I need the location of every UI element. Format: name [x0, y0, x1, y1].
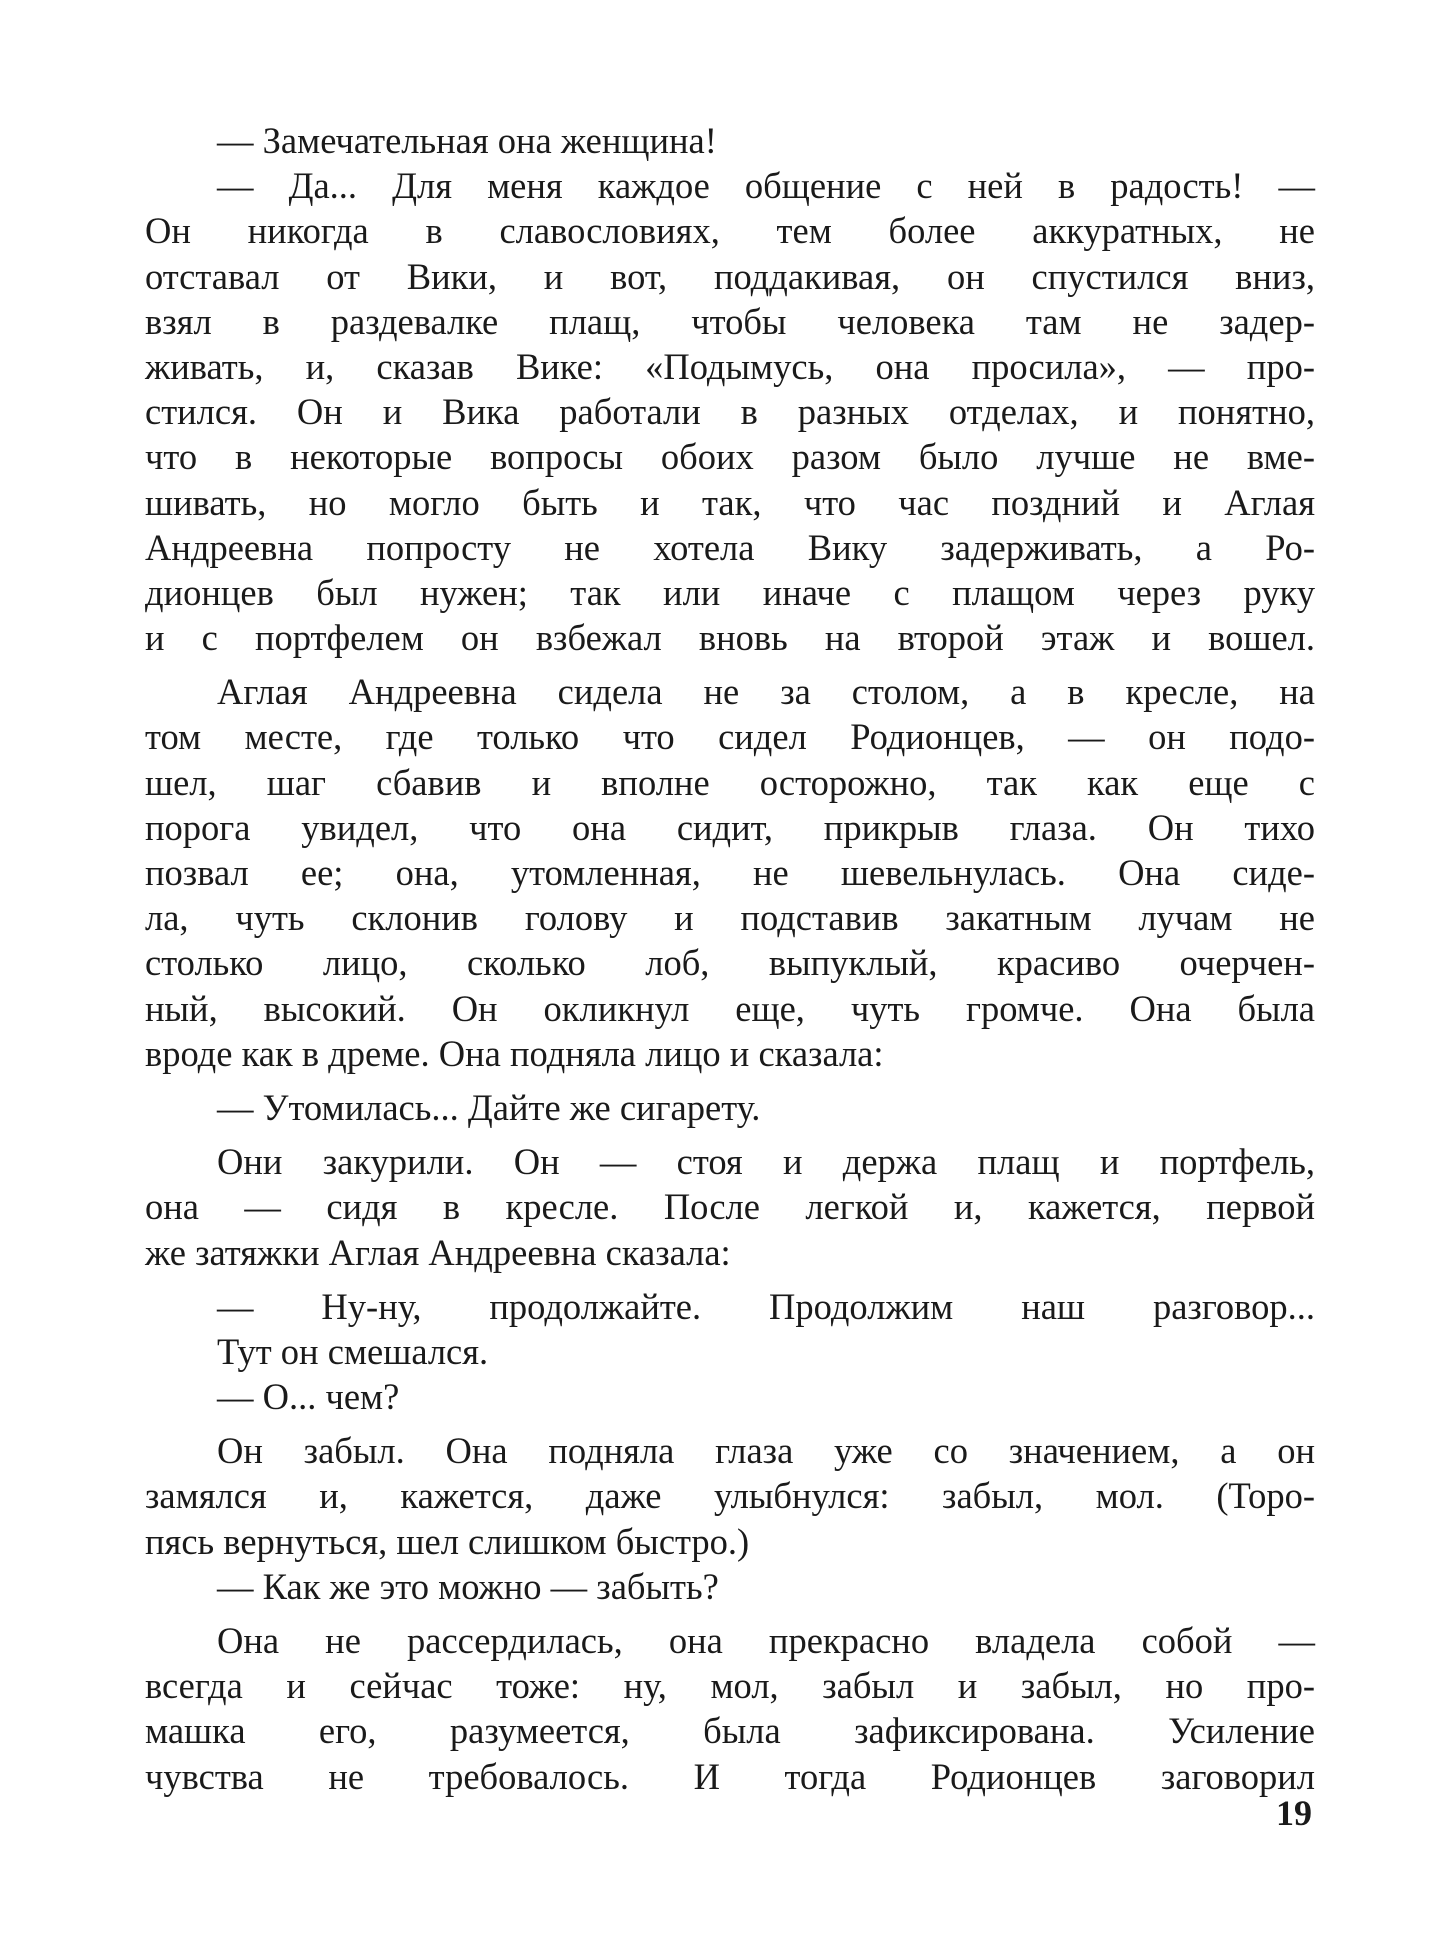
text-line: же затяжки Аглая Андреевна сказала: — [145, 1231, 731, 1273]
text-line: Андреевна попросту не хотела Вику задерживать, а Ро- — [145, 526, 1315, 568]
text-line: и с портфелем он взбежал вновь на второй этаж и вошел. — [145, 617, 1315, 659]
text-line: позвал ее; она, утомленная, не шевельнулась. Она сиде- — [145, 852, 1315, 893]
text-line: отставал от Вики, и вот, поддакивая, он спустился вниз, — [145, 255, 1315, 297]
text-line: всегда и сейчас тоже: ну, мол, забыл и забыл, но про- — [145, 1665, 1315, 1707]
text-line: — Как же это можно — забыть? — [217, 1565, 719, 1607]
text-line: шел, шаг сбавив и вполне осторожно, так как еще с — [145, 761, 1315, 803]
text-line: ла, чуть склонив голову и подставив закатным лучам не — [145, 897, 1315, 939]
text-line: взял в раздевалке плащ, чтобы человека там не задер- — [145, 300, 1315, 342]
text-line: что в некоторые вопросы обоих разом было лучше не вме- — [145, 436, 1315, 478]
text-line: чувства не требовалось. И тогда Родионцев заговорил — [145, 1755, 1315, 1797]
text-line: — Ну-ну, продолжайте. Продолжим наш разговор... — [217, 1285, 1315, 1327]
text-line: замялся и, кажется, даже улыбнулся: забыл, мол. (Торо- — [145, 1475, 1315, 1517]
text-line: Аглая Андреевна сидела не за столом, а в кресле, на — [217, 671, 1315, 713]
text-line: том месте, где только что сидел Родионцев, — он подо- — [145, 716, 1315, 758]
text-line: пясь вернуться, шел слишком быстро.) — [145, 1520, 750, 1562]
text-line: машка его, разумеется, была зафиксирована. Усиление — [145, 1710, 1315, 1752]
text-line: Она не рассердилась, она прекрасно владела собой — — [217, 1620, 1315, 1661]
text-line: Он никогда в славословиях, тем более аккуратных, не — [145, 210, 1315, 252]
text-line: — О... чем? — [217, 1376, 400, 1418]
text-line: Они закурили. Он — стоя и держа плащ и портфель, — [217, 1141, 1315, 1183]
text-line: столько лицо, сколько лоб, выпуклый, красиво очерчен- — [145, 942, 1315, 984]
text-line: — Да... Для меня каждое общение с ней в радость! — — [217, 165, 1315, 207]
text-line: Тут он смешался. — [217, 1330, 489, 1372]
page-number: 19 — [1276, 1793, 1312, 1833]
text-line: — Замечательная она женщина! — [217, 120, 717, 161]
text-line: — Утомилась... Дайте же сигарету. — [217, 1086, 761, 1128]
text-line: дионцев был нужен; так или иначе с плащом через руку — [145, 571, 1315, 613]
text-line: стился. Он и Вика работали в разных отделах, и понятно, — [145, 391, 1315, 433]
text-line: ный, высокий. Он окликнул еще, чуть громче. Она была — [145, 987, 1315, 1029]
text-line: шивать, но могло быть и так, что час поздний и Аглая — [145, 481, 1315, 523]
text-line: Он забыл. Она подняла глаза уже со значением, а он — [217, 1430, 1315, 1472]
text-line: она — сидя в кресле. После легкой и, кажется, первой — [145, 1186, 1315, 1228]
text-line: порога увидел, что она сидит, прикрыв глаза. Он тихо — [145, 806, 1315, 848]
body-text — [145, 118, 1315, 1799]
text-line: живать, и, сказав Вике: «Подымусь, она просила», — про- — [145, 345, 1315, 387]
text-line: вроде как в дреме. Она подняла лицо и сказала: — [145, 1032, 884, 1074]
